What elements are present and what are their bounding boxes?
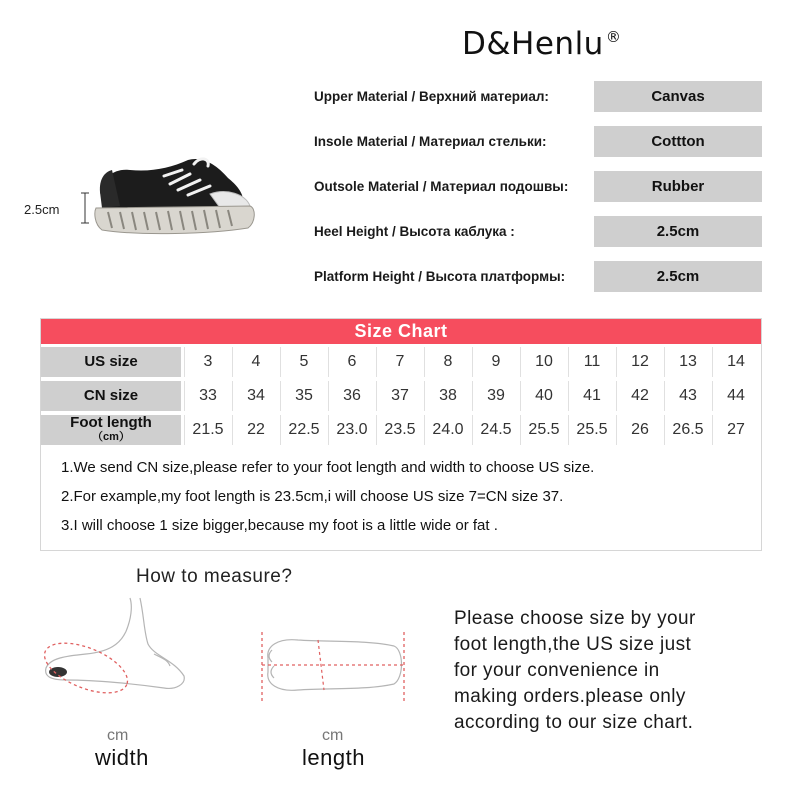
size-cell: 21.5: [184, 415, 231, 445]
length-unit: cm: [322, 727, 344, 744]
size-cell: 37: [376, 381, 423, 411]
size-cell: 39: [472, 381, 519, 411]
spec-row-platform-height: [314, 261, 764, 293]
spec-label: Upper Material / Верхний материал:: [314, 89, 549, 104]
size-row-foot-length: [41, 415, 761, 445]
size-cell: 23.5: [376, 415, 423, 445]
size-cell: 44: [712, 381, 759, 411]
size-cell: 5: [280, 347, 327, 377]
registered-mark: ®: [605, 28, 622, 46]
size-cell: 36: [328, 381, 375, 411]
note-line: 2.For example,my foot length is 23.5cm,i will choose US size 7=CN size 37.: [61, 488, 564, 505]
size-cell: 23.0: [328, 415, 375, 445]
size-cell: 33: [184, 381, 231, 411]
size-cell: 35: [280, 381, 327, 411]
spec-row-upper: [314, 81, 764, 113]
spec-value: Rubber: [594, 171, 762, 202]
width-unit: cm: [107, 727, 129, 744]
spec-label: Heel Height / Высота каблука :: [314, 224, 515, 239]
size-cell: 9: [472, 347, 519, 377]
foot-length-icon: [258, 628, 408, 708]
row-header: [41, 415, 181, 445]
size-row-us: [41, 347, 761, 377]
foot-width-icon: [36, 596, 206, 706]
size-advice: [454, 606, 764, 736]
size-cell: 10: [520, 347, 567, 377]
measure-title: How to measure?: [136, 566, 293, 587]
row-header-unit: （cm）: [92, 431, 130, 443]
size-cell: 38: [424, 381, 471, 411]
size-cell: 12: [616, 347, 663, 377]
size-cell: 22: [232, 415, 279, 445]
advice-line: foot length,the US size just: [454, 634, 692, 655]
size-cell: 8: [424, 347, 471, 377]
spec-value: Cottton: [594, 126, 762, 157]
size-cell: 13: [664, 347, 711, 377]
row-header: CN size: [41, 381, 181, 411]
row-header-label: Foot length: [70, 414, 152, 431]
spec-label: Outsole Material / Материал подошвы:: [314, 179, 569, 194]
size-cell: 14: [712, 347, 759, 377]
shoe-image: [24, 150, 264, 260]
size-cell: 4: [232, 347, 279, 377]
shoe-height-label: 2.5cm: [24, 202, 60, 217]
size-cell: 24.0: [424, 415, 471, 445]
size-cell: 27: [712, 415, 759, 445]
spec-value: 2.5cm: [594, 261, 762, 292]
spec-row-heel-height: [314, 216, 764, 248]
size-cell: 25.5: [520, 415, 567, 445]
size-cell: 22.5: [280, 415, 327, 445]
spec-row-insole: [314, 126, 764, 158]
length-label: length: [302, 745, 365, 770]
size-cell: 34: [232, 381, 279, 411]
width-label: width: [95, 745, 149, 770]
brand-name: D&Henlu: [462, 26, 604, 62]
advice-line: making orders.please only: [454, 686, 686, 707]
note-line: 1.We send CN size,please refer to your foot length and width to choose US size.: [61, 459, 595, 476]
size-cell: 41: [568, 381, 615, 411]
brand-logo: [462, 26, 621, 62]
size-cell: 40: [520, 381, 567, 411]
spec-value: 2.5cm: [594, 216, 762, 247]
spec-label: Platform Height / Высота платформы:: [314, 269, 566, 284]
size-cell: 6: [328, 347, 375, 377]
advice-line: for your convenience in: [454, 660, 660, 681]
size-cell: 24.5: [472, 415, 519, 445]
note-line: 3.I will choose 1 size bigger,because my foot is a little wide or fat .: [61, 517, 498, 534]
spec-value: Canvas: [594, 81, 762, 112]
spec-row-outsole: [314, 171, 764, 203]
size-cell: 11: [568, 347, 615, 377]
size-cell: 42: [616, 381, 663, 411]
size-cell: 26: [616, 415, 663, 445]
advice-line: according to our size chart.: [454, 712, 694, 733]
advice-line: Please choose size by your: [454, 608, 696, 629]
size-cell: 7: [376, 347, 423, 377]
size-cell: 25.5: [568, 415, 615, 445]
size-row-cn: [41, 381, 761, 411]
spec-label: Insole Material / Материал стельки:: [314, 134, 547, 149]
size-cell: 43: [664, 381, 711, 411]
size-cell: 3: [184, 347, 231, 377]
size-chart: [40, 318, 762, 551]
row-header: US size: [41, 347, 181, 377]
size-chart-title: Size Chart: [41, 319, 761, 344]
sneaker-icon: [90, 150, 270, 250]
dimension-bracket-icon: [81, 192, 89, 224]
size-cell: 26.5: [664, 415, 711, 445]
